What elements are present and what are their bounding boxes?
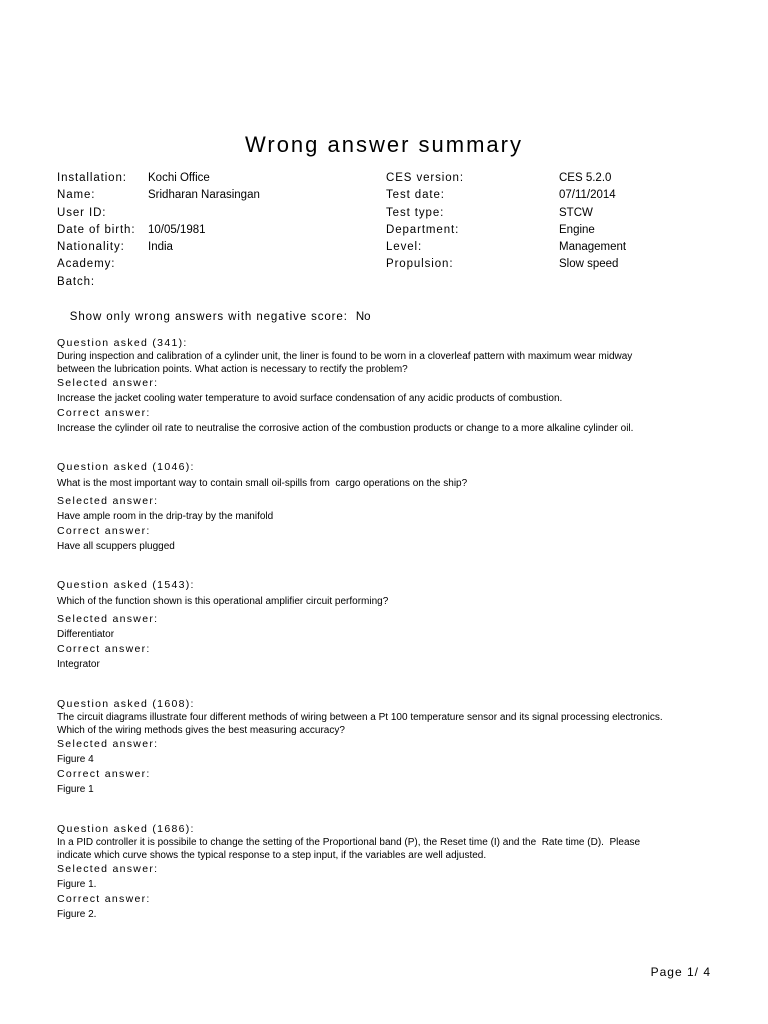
question-text bbox=[57, 836, 737, 862]
academy-label: Academy: bbox=[57, 258, 116, 271]
test-date-value: 07/11/2014 bbox=[559, 189, 616, 202]
academy-row bbox=[57, 256, 260, 273]
negative-score-filter-label: Show only wrong answers with negative score: bbox=[69, 310, 348, 323]
nationality-value: India bbox=[148, 241, 173, 254]
nationality-label: Nationality: bbox=[57, 241, 125, 254]
selected-answer: Figure 4 bbox=[57, 753, 94, 765]
question-text-line: What is the most important way to contain small oil-spills from cargo operations on the ship? bbox=[57, 477, 468, 489]
batch-row bbox=[57, 274, 260, 291]
installation-row bbox=[57, 170, 260, 187]
name-row bbox=[57, 187, 260, 204]
installation-label: Installation: bbox=[57, 172, 127, 184]
question-text-line: Which of the wiring methods gives the best measuring accuracy? bbox=[57, 724, 345, 736]
question-text-line: The circuit diagrams illustrate four different methods of wiring between a Pt 100 temperature sensor and its signal processing electronics. bbox=[57, 711, 663, 723]
question-block-1543 bbox=[57, 579, 737, 672]
correct-answer-label: Correct answer: bbox=[57, 642, 151, 655]
test-type-label: Test type: bbox=[386, 206, 445, 219]
name-label: Name: bbox=[57, 189, 96, 202]
correct-answer-label: Correct answer: bbox=[57, 767, 151, 780]
correct-answer: Integrator bbox=[57, 658, 100, 670]
date-of-birth-label: Date of birth: bbox=[57, 223, 136, 236]
selected-answer-label: Selected answer: bbox=[57, 862, 159, 875]
test-info bbox=[386, 170, 626, 274]
negative-score-filter bbox=[57, 291, 371, 323]
question-text-line: indicate which curve shows the typical response to a step input, if the variables are well adjusted. bbox=[57, 849, 487, 861]
page-title: Wrong answer summary bbox=[245, 132, 523, 157]
selected-answer: Figure 1. bbox=[57, 878, 97, 890]
correct-answer-label: Correct answer: bbox=[57, 406, 151, 419]
question-header: Question asked (1046): bbox=[57, 460, 195, 473]
question-text bbox=[57, 350, 737, 376]
question-block-341 bbox=[57, 337, 737, 436]
level-label: Level: bbox=[386, 241, 423, 254]
question-text bbox=[57, 711, 737, 737]
test-type-row bbox=[386, 205, 626, 222]
test-date-row bbox=[386, 187, 626, 204]
correct-answer-label: Correct answer: bbox=[57, 524, 151, 537]
question-text-line: between the lubrication points. What action is necessary to rectify the problem? bbox=[57, 363, 408, 375]
page-indicator: Page 1/ 4 bbox=[650, 965, 711, 979]
department-value: Engine bbox=[559, 223, 595, 236]
name-value: Sridharan Narasingan bbox=[148, 189, 260, 202]
question-text-line: Which of the function shown is this operational amplifier circuit performing? bbox=[57, 595, 389, 607]
correct-answer: Figure 1 bbox=[57, 783, 94, 795]
selected-answer-label: Selected answer: bbox=[57, 612, 159, 625]
selected-answer-label: Selected answer: bbox=[57, 737, 159, 750]
question-text bbox=[57, 474, 737, 494]
department-label: Department: bbox=[386, 223, 460, 236]
ces-version-row bbox=[386, 170, 626, 187]
ces-version-value: CES 5.2.0 bbox=[559, 172, 612, 184]
question-header: Question asked (1686): bbox=[57, 822, 195, 835]
question-header: Question asked (1543): bbox=[57, 578, 195, 591]
level-row bbox=[386, 239, 626, 256]
user-id-row bbox=[57, 205, 260, 222]
correct-answer-label: Correct answer: bbox=[57, 892, 151, 905]
question-text-line: During inspection and calibration of a cylinder unit, the liner is found to be worn in a cloverleaf pattern with maximum wear midway bbox=[57, 350, 633, 362]
question-header: Question asked (1608): bbox=[57, 697, 195, 710]
propulsion-row bbox=[386, 256, 626, 273]
correct-answer: Increase the cylinder oil rate to neutralise the corrosive action of the combustion products or change to a more alkaline cylinder oil. bbox=[57, 422, 634, 434]
ces-version-label: CES version: bbox=[386, 172, 464, 184]
correct-answer: Figure 2. bbox=[57, 908, 97, 920]
propulsion-label: Propulsion: bbox=[386, 258, 454, 271]
selected-answer-label: Selected answer: bbox=[57, 376, 159, 389]
date-of-birth-value: 10/05/1981 bbox=[148, 223, 206, 236]
negative-score-filter-value: No bbox=[355, 310, 371, 323]
candidate-info bbox=[57, 170, 260, 291]
date-of-birth-row bbox=[57, 222, 260, 239]
correct-answer: Have all scuppers plugged bbox=[57, 540, 175, 552]
question-block-1686 bbox=[57, 823, 737, 922]
test-date-label: Test date: bbox=[386, 189, 445, 202]
question-block-1608 bbox=[57, 698, 737, 797]
user-id-label: User ID: bbox=[57, 206, 107, 219]
installation-value: Kochi Office bbox=[148, 172, 210, 184]
department-row bbox=[386, 222, 626, 239]
nationality-row bbox=[57, 239, 260, 256]
question-block-1046 bbox=[57, 461, 737, 554]
test-type-value: STCW bbox=[559, 206, 593, 219]
question-header: Question asked (341): bbox=[57, 336, 188, 349]
selected-answer: Have ample room in the drip-tray by the manifold bbox=[57, 510, 274, 522]
question-text-line: In a PID controller it is possibile to change the setting of the Proportional band (P), the Reset time (I) and the Rate time (D). Please bbox=[57, 836, 641, 848]
selected-answer: Differentiator bbox=[57, 628, 115, 640]
batch-label: Batch: bbox=[57, 275, 96, 288]
selected-answer-label: Selected answer: bbox=[57, 494, 159, 507]
propulsion-value: Slow speed bbox=[559, 258, 619, 271]
selected-answer: Increase the jacket cooling water temperature to avoid surface condensation of any acidic products of combustion. bbox=[57, 392, 563, 404]
question-text bbox=[57, 592, 737, 612]
level-value: Management bbox=[559, 241, 627, 254]
